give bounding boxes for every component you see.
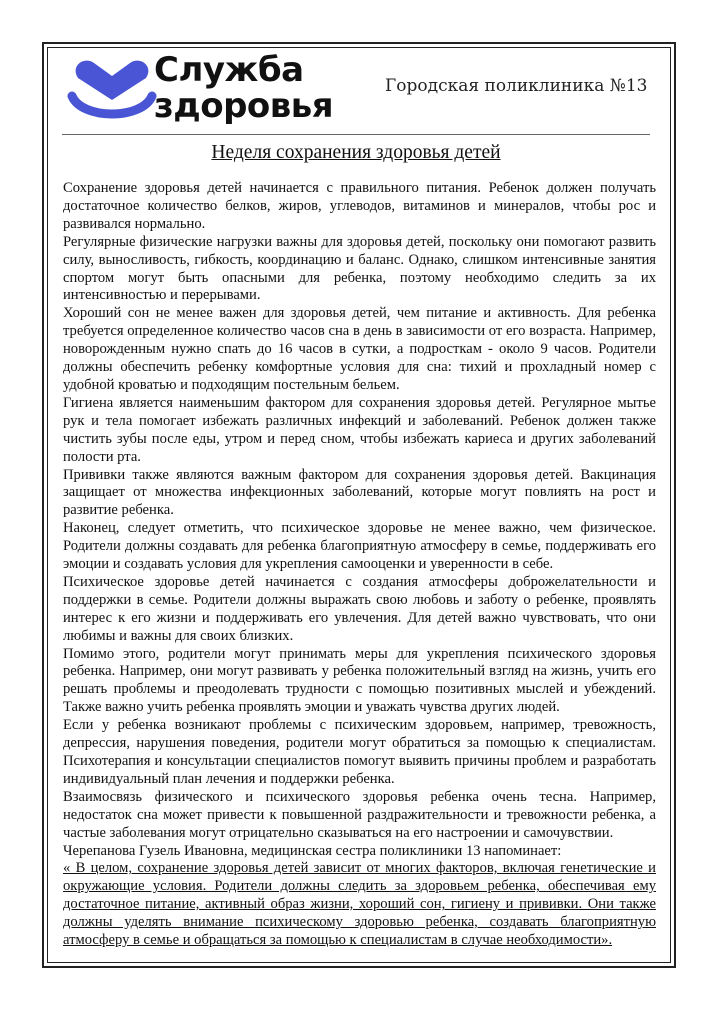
brand-name [154, 52, 333, 124]
clinic-name: Городская поликлиника №13 [385, 76, 648, 96]
paragraph: Хороший сон не менее важен для здоровья детей, чем питание и активность. Для ребенка требуется определенное количество часов сна в день в зависимости от его возраста. Например, новорожденным нужно спать до 16 часов в сутки, а подросткам - около 9 часов. Родители должны обеспечить ребенку комфортные условия для сна: тихий и прохладный номер с удобной кроватью и подходящим постельным бельем. [63, 305, 656, 393]
paragraph: Если у ребенка возникают проблемы с психическим здоровьем, например, тревожность, депрессия, нарушения поведения, родители могут обратиться за помощью к специалистам. Психотерапия и консультации специалистов помогут выявить причины проблем и разработать индивидуальный план лечения и поддержки ребенка. [63, 717, 656, 787]
header-divider [62, 134, 650, 135]
article-body [63, 180, 656, 950]
paragraph: Регулярные физические нагрузки важны для здоровья детей, поскольку они помогают развить силу, выносливость, гибкость, координацию и баланс. Однако, слишком интенсивные занятия спортом могут быть опасными для ребенка, поэтому необходимо следить за их интенсивностью и перерывами. [63, 233, 656, 304]
paragraph: Сохранение здоровья детей начинается с правильного питания. Ребенок должен получать достаточное количество белков, жиров, углеводов, витаминов и минералов, чтобы рос и развивался нормально. [63, 180, 656, 232]
page-title: Неделя сохранения здоровья детей [211, 142, 501, 163]
brand-line-1: Служба [154, 50, 304, 90]
paragraph: Взаимосвязь физического и психического здоровья ребенка очень тесна. Например, недостаток сна может привести к повышенной раздражительности и тревожности ребенка, а частые заболевания могут отрицательно сказываться на его настроении и самочувствии. [63, 788, 656, 841]
paragraph: Гигиена является наименьшим фактором для сохранения здоровья детей. Регулярное мытье рук и тела помогает избежать различных инфекций и заболеваний. Ребенок должен также чистить зубы после еды, утром и перед сном, чтобы избежать кариеса и других заболеваний полости рта. [63, 394, 656, 465]
brand-line-2: здоровья [154, 86, 334, 126]
heart-smile-icon [66, 54, 158, 124]
paragraph: Прививки также являются важным фактором для сохранения здоровья детей. Вакцинация защищает от множества инфекционных заболеваний, которые могут повлиять на рост и развитие ребенка. [63, 466, 656, 519]
nurse-quote: « В целом, сохранение здоровья детей зависит от многих факторов, включая генетические и окружающие условия. Родители должны следить за здоровьем ребенка, обеспечивая ему достаточное питание, активный образ жизни, хороший сон, гигиену и прививки. Они также должны уделять внимание психическому здоровью ребенка, создавать благоприятную атмосферу в семье и обращаться за помощью к специалистам в случае необходимости». [63, 860, 656, 949]
paragraph: Наконец, следует отметить, что психическое здоровье не менее важно, чем физическое. Родители должны создавать для ребенка благоприятную атмосферу в семье, поддерживать его эмоции и создавать условия для укрепления самооценки и уверенности в себе. [63, 520, 656, 573]
paragraph: Помимо этого, родители могут принимать меры для укрепления психического здоровья ребенка. Например, они могут развивать у ребенка положительный взгляд на жизнь, учить его решать проблемы и преодолевать трудности с помощью позитивных мыслей и убеждений. Также важно учить ребенка проявлять эмоции и уважать чувства других людей. [63, 645, 656, 716]
author-intro: Черепанова Гузель Ивановна, медицинская сестра поликлиники 13 напоминает: [63, 842, 562, 859]
paragraph: Психическое здоровье детей начинается с создания атмосферы доброжелательности и поддержки в семье. Родители должны выражать свою любовь и заботу о ребенке, проявлять интерес к его жизни и поддерживать его увлечения. Для детей важно чувствовать, что они любимы и важны для своих близких. [63, 573, 656, 644]
